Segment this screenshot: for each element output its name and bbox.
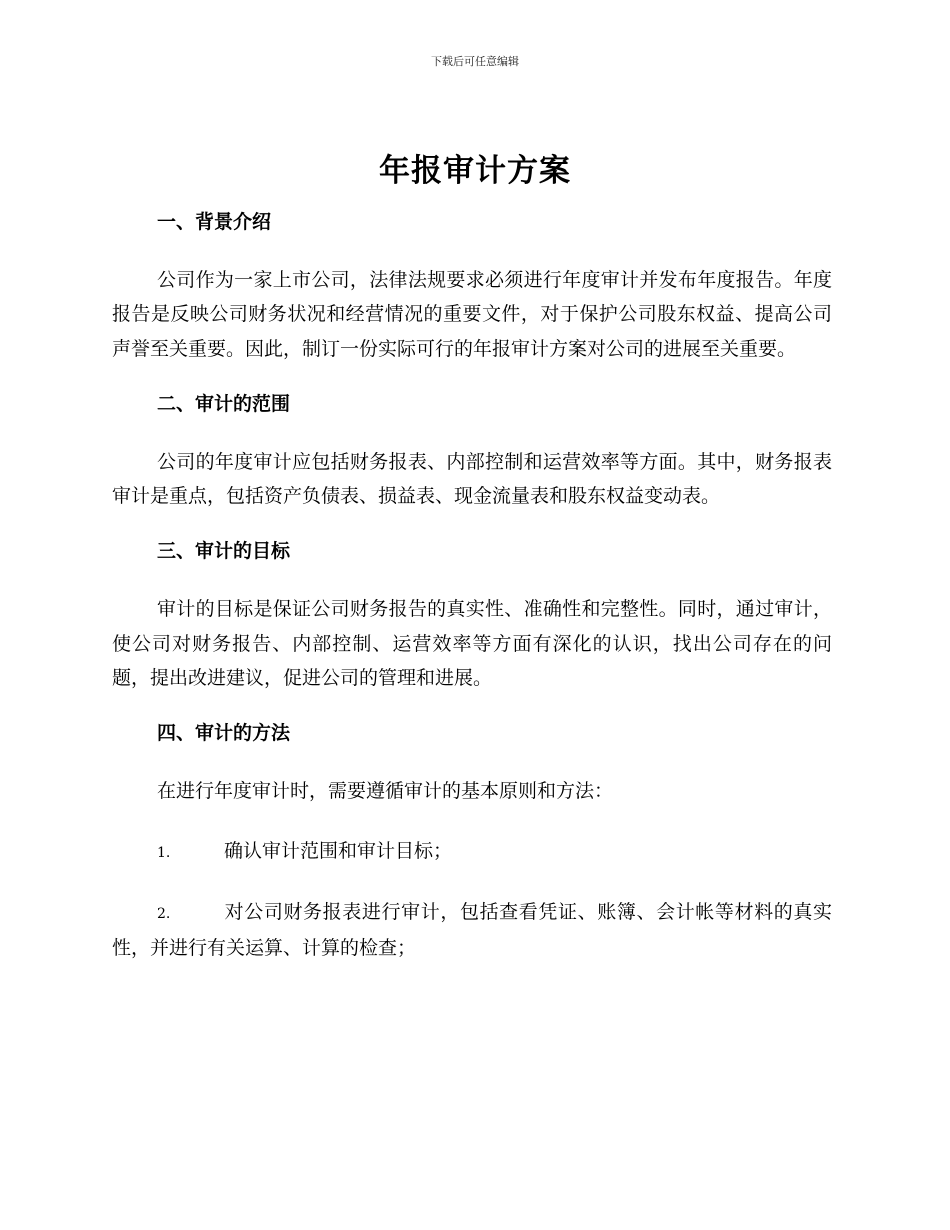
section-heading-objectives: 三、审计的目标 [157, 540, 291, 563]
list-item-number: 1. [157, 844, 171, 861]
section-paragraph-background: 公司作为一家上市公司，法律法规要求必须进行年度审计并发布年度报告。年度报告是反映公司财务状况和经营情况的重要文件，对于保护公司股东权益、提高公司声誉至关重要。因此，制订一份实际可行的年报审计方案对公司的进展至关重要。 [112, 269, 832, 360]
section-paragraph-objectives: 审计的目标是保证公司财务报告的真实性、准确性和完整性。同时，通过审计，使公司对财务报告、内部控制、运营效率等方面有深化的认识，找出公司存在的问题，提出改进建议，促进公司的管理和进展。 [112, 598, 832, 690]
list-item-text: 对公司财务报表进行审计，包括查看凭证、账簿、会计帐等材料的真实性，并进行有关运算、计算的检查； [112, 900, 832, 960]
list-item [112, 895, 832, 966]
section-paragraph-scope: 公司的年度审计应包括财务报表、内部控制和运营效率等方面。其中，财务报表审计是重点，包括资产负债表、损益表、现金流量表和股东权益变动表。 [112, 450, 832, 508]
section-paragraph-methods: 在进行年度审计时，需要遵循审计的基本原则和方法： [157, 780, 614, 803]
list-item-text: 确认审计范围和审计目标； [224, 839, 453, 862]
section-heading-scope: 二、审计的范围 [157, 392, 291, 415]
section-heading-background: 一、背景介绍 [157, 211, 272, 233]
list-item-number: 2. [157, 905, 171, 922]
section-heading-methods: 四、审计的方法 [157, 722, 291, 745]
document-body [112, 206, 832, 966]
document-title: 年报审计方案 [379, 153, 571, 189]
list-item [112, 834, 832, 870]
header-note: 下载后可任意编辑 [431, 55, 519, 68]
